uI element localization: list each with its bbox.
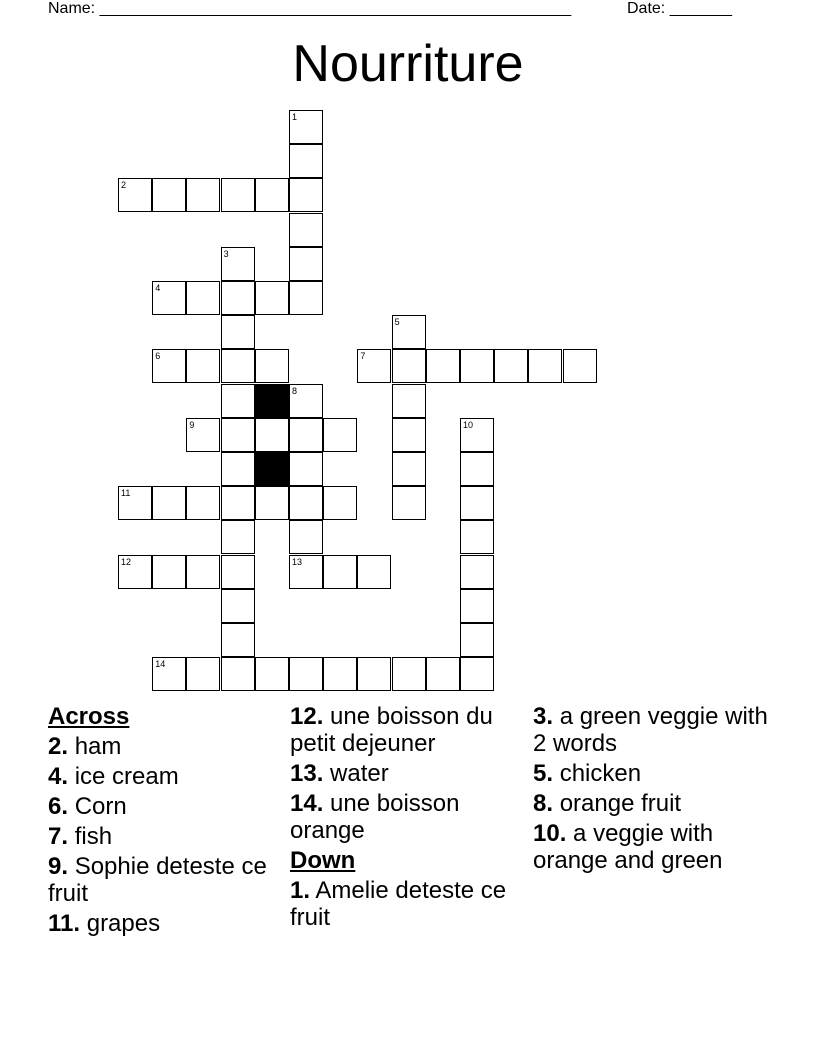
cell-number: 13: [292, 556, 303, 567]
crossword-cell[interactable]: [221, 315, 255, 349]
crossword-cell[interactable]: [460, 555, 494, 589]
clue-text: water: [330, 760, 389, 787]
crossword-cell[interactable]: [186, 178, 220, 212]
clue-text: Amelie deteste ce fruit: [290, 877, 507, 931]
crossword-cell[interactable]: [221, 486, 255, 520]
crossword-cell[interactable]: [289, 110, 323, 144]
cell-number: 3: [223, 248, 229, 259]
crossword-cell[interactable]: [357, 349, 391, 383]
clue-down-5: [533, 760, 773, 787]
cell-number: 9: [189, 419, 195, 430]
crossword-cell[interactable]: [186, 349, 220, 383]
clue-across-12: [290, 703, 525, 757]
clue-text: Sophie deteste ce fruit: [48, 853, 267, 907]
crossword-cell[interactable]: [221, 623, 255, 657]
clues-column-3: [533, 703, 773, 877]
crossword-cell[interactable]: [323, 657, 357, 691]
crossword-cell[interactable]: [392, 384, 426, 418]
clue-across-6: [48, 793, 283, 820]
date-field[interactable]: Date: _______: [627, 0, 732, 17]
clue-across-4: [48, 763, 283, 790]
down-heading: Down: [290, 847, 356, 874]
clue-number: 8.: [533, 790, 554, 817]
clue-across-9: [48, 853, 283, 907]
clue-down-8: [533, 790, 773, 817]
crossword-cell[interactable]: [289, 178, 323, 212]
crossword-cell[interactable]: [460, 418, 494, 452]
clue-across-14: [290, 790, 525, 844]
clues-column-2: [290, 703, 525, 934]
crossword-cell[interactable]: [460, 349, 494, 383]
clue-number: 6.: [48, 793, 69, 820]
crossword-cell[interactable]: [289, 555, 323, 589]
cell-number: 8: [292, 385, 298, 396]
clue-number: 12.: [290, 703, 324, 730]
crossword-cell[interactable]: [118, 555, 152, 589]
clue-down-3: [533, 703, 773, 757]
crossword-cell[interactable]: [392, 315, 426, 349]
cell-number: 2: [121, 180, 127, 191]
clue-number: 1.: [290, 877, 311, 904]
clue-number: 10.: [533, 820, 567, 847]
crossword-cell[interactable]: [460, 520, 494, 554]
crossword-cell[interactable]: [186, 486, 220, 520]
crossword-cell[interactable]: [460, 623, 494, 657]
crossword-block: [255, 384, 289, 418]
crossword-cell[interactable]: [221, 520, 255, 554]
clue-text: Corn: [74, 793, 127, 820]
crossword-cell[interactable]: [392, 418, 426, 452]
crossword-cell[interactable]: [460, 452, 494, 486]
name-field[interactable]: Name: _____________________________________________________: [48, 0, 572, 17]
clue-number: 11.: [48, 910, 81, 937]
crossword-cell[interactable]: [289, 657, 323, 691]
crossword-cell[interactable]: [392, 349, 426, 383]
cell-number: 5: [394, 317, 400, 328]
clue-text: grapes: [86, 910, 161, 937]
crossword-block: [255, 452, 289, 486]
crossword-cell[interactable]: [221, 281, 255, 315]
crossword-cell[interactable]: [289, 520, 323, 554]
clue-text: a green veggie with 2 words: [533, 703, 768, 757]
crossword-cell[interactable]: [289, 452, 323, 486]
crossword-cell[interactable]: [289, 281, 323, 315]
crossword-cell[interactable]: [255, 418, 289, 452]
crossword-cell[interactable]: [289, 144, 323, 178]
clue-number: 9.: [48, 853, 69, 880]
crossword-cell[interactable]: [118, 486, 152, 520]
cell-number: 1: [292, 112, 298, 122]
crossword-cell[interactable]: [392, 452, 426, 486]
clue-number: 3.: [533, 703, 554, 730]
clue-across-11: [48, 910, 283, 937]
crossword-cell[interactable]: [494, 349, 528, 383]
crossword-cell[interactable]: [323, 486, 357, 520]
crossword-cell[interactable]: [152, 281, 186, 315]
crossword-cell[interactable]: [221, 589, 255, 623]
clue-text: chicken: [559, 760, 642, 787]
crossword-cell[interactable]: [221, 657, 255, 691]
crossword-cell[interactable]: [392, 486, 426, 520]
clue-text: une boisson du petit dejeuner: [290, 703, 493, 757]
crossword-cell[interactable]: [289, 418, 323, 452]
clue-number: 13.: [290, 760, 324, 787]
cell-number: 7: [360, 351, 366, 362]
crossword-cell[interactable]: [152, 349, 186, 383]
crossword-cell[interactable]: [186, 418, 220, 452]
cell-number: 10: [463, 419, 474, 430]
crossword-cell[interactable]: [289, 486, 323, 520]
clue-across-2: [48, 733, 283, 760]
crossword-cell[interactable]: [289, 213, 323, 247]
crossword-cell[interactable]: [255, 486, 289, 520]
crossword-cell[interactable]: [221, 418, 255, 452]
crossword-cell[interactable]: [255, 349, 289, 383]
clue-down-1: [290, 877, 525, 931]
clues-column-1: [48, 703, 283, 940]
crossword-cell[interactable]: [460, 589, 494, 623]
clue-down-10: [533, 820, 773, 874]
clue-number: 2.: [48, 733, 69, 760]
clue-text: fish: [74, 823, 113, 850]
crossword-cell[interactable]: [392, 657, 426, 691]
cell-number: 11: [121, 488, 131, 499]
clue-text: orange fruit: [559, 790, 682, 817]
crossword-cell[interactable]: [357, 555, 391, 589]
crossword-cell[interactable]: [426, 349, 460, 383]
crossword-cell[interactable]: [289, 247, 323, 281]
crossword-cell[interactable]: [186, 281, 220, 315]
across-heading: Across: [48, 703, 130, 730]
crossword-cell[interactable]: [221, 247, 255, 281]
clue-number: 5.: [533, 760, 554, 787]
crossword-cell[interactable]: [255, 657, 289, 691]
crossword-cell[interactable]: [152, 486, 186, 520]
crossword-cell[interactable]: [563, 349, 597, 383]
cell-number: 14: [155, 659, 166, 670]
cell-number: 12: [121, 556, 132, 567]
clue-number: 7.: [48, 823, 69, 850]
crossword-cell[interactable]: [152, 178, 186, 212]
cell-number: 6: [155, 351, 161, 362]
crossword-cell[interactable]: [460, 486, 494, 520]
crossword-cell[interactable]: [221, 178, 255, 212]
page-title: Nourriture: [292, 35, 524, 93]
crossword-cell[interactable]: [152, 657, 186, 691]
clue-text: a veggie with orange and green: [533, 820, 723, 874]
crossword-cell[interactable]: [221, 452, 255, 486]
clue-number: 14.: [290, 790, 324, 817]
clue-across-7: [48, 823, 283, 850]
crossword-cell[interactable]: [152, 555, 186, 589]
crossword-cell[interactable]: [118, 178, 152, 212]
crossword-cell[interactable]: [460, 657, 494, 691]
clue-text: une boisson orange: [290, 790, 460, 844]
crossword-cell[interactable]: [186, 555, 220, 589]
crossword-cell[interactable]: [255, 178, 289, 212]
crossword-cell[interactable]: [221, 555, 255, 589]
crossword-cell[interactable]: [289, 384, 323, 418]
crossword-cell[interactable]: [528, 349, 562, 383]
clue-text: ham: [74, 733, 122, 760]
clue-number: 4.: [48, 763, 69, 790]
crossword-cell[interactable]: [323, 418, 357, 452]
crossword-cell[interactable]: [323, 555, 357, 589]
clue-text: ice cream: [74, 763, 179, 790]
crossword-cell[interactable]: [255, 281, 289, 315]
crossword-cell[interactable]: [426, 657, 460, 691]
crossword-cell[interactable]: [357, 657, 391, 691]
crossword-cell[interactable]: [221, 384, 255, 418]
cell-number: 4: [155, 283, 161, 293]
crossword-cell[interactable]: [221, 349, 255, 383]
crossword-cell[interactable]: [186, 657, 220, 691]
clue-across-13: [290, 760, 525, 787]
